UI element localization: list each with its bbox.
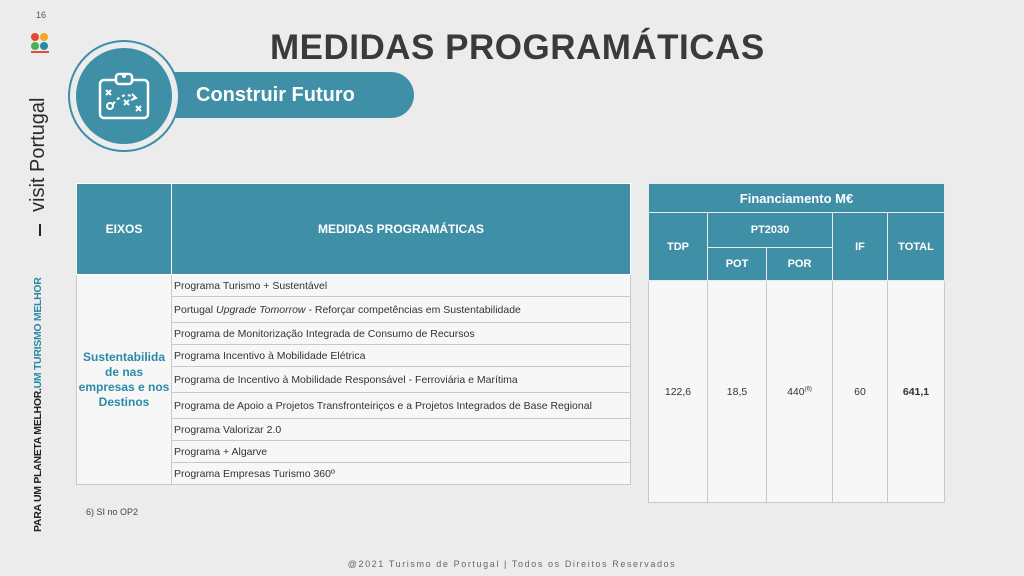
measures-table xyxy=(76,183,631,485)
strategy-board-icon-bg xyxy=(76,48,172,144)
measure-text: Programa Empresas Turismo 360º xyxy=(174,467,335,480)
value-total: 641,1 xyxy=(888,281,945,503)
visit-portugal-logo-icon xyxy=(29,32,51,54)
header-financiamento: Financiamento M€ xyxy=(649,184,945,213)
page-title: MEDIDAS PROGRAMÁTICAS xyxy=(270,28,765,67)
header-pot: POT xyxy=(708,248,767,281)
copyright: @2021 Turismo de Portugal | Todos os Direitos Reservados xyxy=(347,559,677,569)
measure-text: Programa de Monitorização Integrada de Consumo de Recursos xyxy=(174,327,475,340)
subtitle-text: Construir Futuro xyxy=(196,83,355,106)
measure-cell xyxy=(172,367,631,393)
measure-text: Programa de Apoio a Projetos Transfronteiriços e a Projetos Integrados de Base Regional xyxy=(174,399,592,412)
header-total: TOTAL xyxy=(888,213,945,281)
strategy-board-icon-frame xyxy=(68,40,180,152)
header-medidas: MEDIDAS PROGRAMÁTICAS xyxy=(172,184,631,275)
tagline-part-2: UM TURISMO MELHOR xyxy=(32,277,44,389)
axis-label: Sustentabilida de nas empresas e nos Destinos xyxy=(77,275,172,485)
measure-text: Programa Incentivo à Mobilidade Elétrica xyxy=(174,349,366,362)
value-pot: 18,5 xyxy=(708,281,767,503)
table-row xyxy=(77,275,631,297)
measure-text-suffix: - Reforçar competências em Sustentabilidade xyxy=(305,303,521,316)
value-por: 440 xyxy=(787,385,805,398)
header-pt2030: PT2030 xyxy=(708,213,833,248)
measure-cell xyxy=(172,463,631,485)
measure-cell xyxy=(172,297,631,323)
tagline-part-1: PARA UM PLANETA MELHOR. xyxy=(32,388,44,532)
brand-sidebar xyxy=(26,32,54,532)
measure-cell xyxy=(172,393,631,419)
financing-table xyxy=(648,183,945,503)
financing-row xyxy=(649,281,945,503)
page-number: 16 xyxy=(36,10,47,20)
strategy-board-icon xyxy=(94,68,154,124)
value-por-note: (6) xyxy=(804,386,812,392)
measure-text: Portugal xyxy=(174,303,217,316)
value-por-cell xyxy=(767,281,833,503)
brand-tagline xyxy=(32,242,44,532)
subtitle-banner xyxy=(148,72,414,118)
header-por: POR xyxy=(767,248,833,281)
header-eixos: EIXOS xyxy=(77,184,172,275)
measure-cell xyxy=(172,345,631,367)
measure-text: Programa Valorizar 2.0 xyxy=(174,423,282,436)
brand-name: visit Portugal xyxy=(27,97,49,212)
measure-cell xyxy=(172,323,631,345)
measure-text: Programa de Incentivo à Mobilidade Responsável - Ferroviária e Marítima xyxy=(174,373,518,386)
measure-cell xyxy=(172,419,631,441)
value-tdp: 122,6 xyxy=(649,281,708,503)
value-if: 60 xyxy=(833,281,888,503)
header-tdp: TDP xyxy=(649,213,708,281)
measure-cell xyxy=(172,441,631,463)
measure-text: Programa + Algarve xyxy=(174,445,268,458)
brand-divider xyxy=(39,224,41,236)
footnote: 6) SI no OP2 xyxy=(86,507,139,517)
header-if: IF xyxy=(833,213,888,281)
measure-cell xyxy=(172,275,631,297)
measure-text: Programa Turismo + Sustentável xyxy=(174,279,328,292)
measure-text-italic: Upgrade Tomorrow xyxy=(216,303,306,316)
